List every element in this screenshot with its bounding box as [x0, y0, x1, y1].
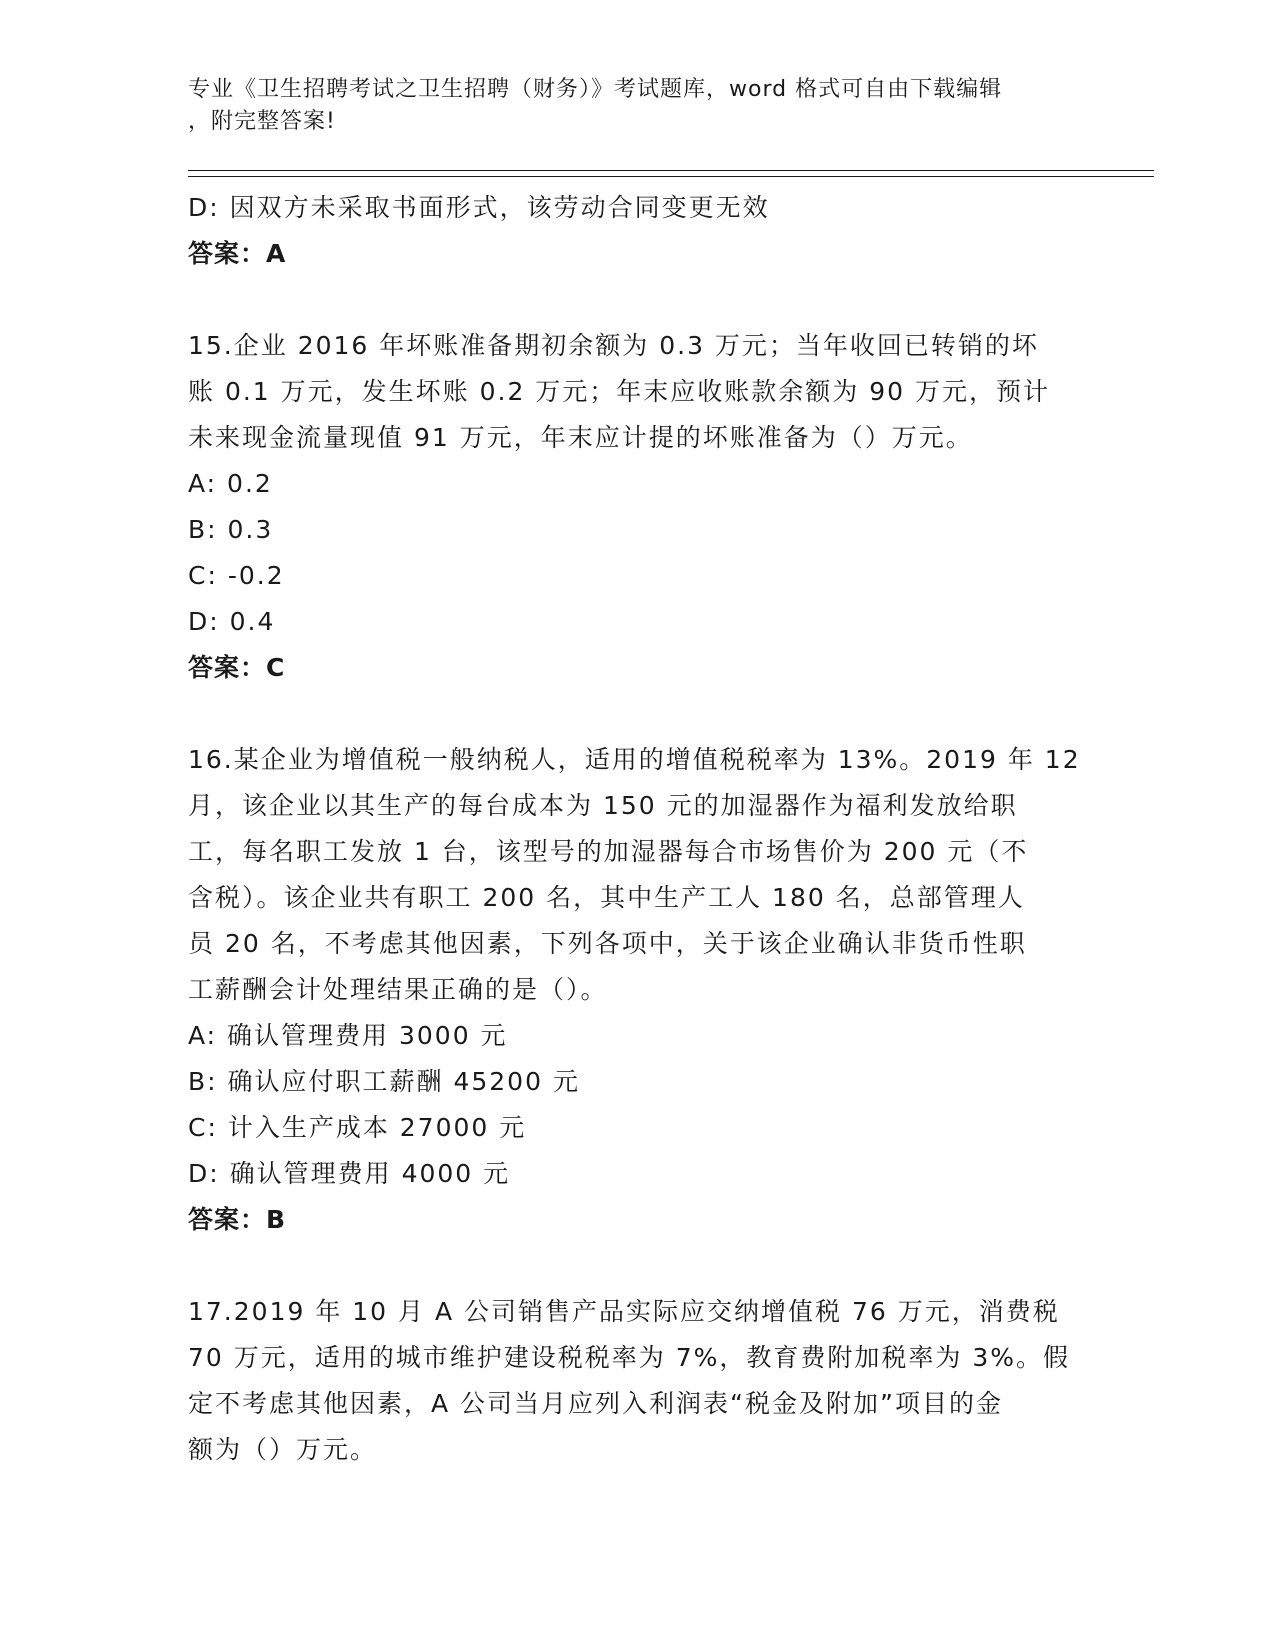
q17-stem-line: 17.2019 年 10 月 A 公司销售产品实际应交纳增值税 76 万元，消费税 — [188, 1297, 1060, 1326]
q16-stem-line: 员 20 名，不考虑其他因素，下列各项中，关于该企业确认非货币性职 — [188, 929, 1027, 958]
q17-stem-line: 定不考虑其他因素，A 公司当月应列入利润表“税金及附加”项目的金 — [188, 1389, 1003, 1418]
page-header — [188, 74, 1088, 138]
q15-option-b: B: 0.3 — [188, 515, 274, 544]
q14-answer: 答案：A — [188, 239, 287, 268]
q16-option-b: B: 确认应付职工薪酬 45200 元 — [188, 1067, 580, 1096]
q16-option-a: A: 确认管理费用 3000 元 — [188, 1021, 508, 1050]
question-16 — [188, 737, 1088, 1243]
q16-stem-line: 16.某企业为增值税一般纳税人，适用的增值税税率为 13%。2019 年 12 — [188, 745, 1081, 774]
q16-option-d: D: 确认管理费用 4000 元 — [188, 1159, 511, 1188]
question-15 — [188, 323, 1088, 691]
q15-stem-line: 15.企业 2016 年坏账准备期初余额为 0.3 万元；当年收回已转销的坏 — [188, 331, 1039, 360]
q15-option-c: C: -0.2 — [188, 561, 285, 590]
question-17 — [188, 1289, 1088, 1473]
q17-stem-line: 70 万元，适用的城市维护建设税税率为 7%，教育费附加税率为 3%。假 — [188, 1343, 1070, 1372]
q15-stem-line: 账 0.1 万元，发生坏账 0.2 万元；年末应收账款余额为 90 万元，预计 — [188, 377, 1051, 406]
q15-option-a: A: 0.2 — [188, 469, 273, 498]
q16-stem-line: 月，该企业以其生产的每台成本为 150 元的加湿器作为福利发放给职 — [188, 791, 1018, 820]
q15-option-d: D: 0.4 — [188, 607, 276, 636]
header-divider-top — [188, 170, 1154, 171]
spacer — [188, 277, 1088, 323]
q16-stem-line: 含税）。该企业共有职工 200 名，其中生产工人 180 名，总部管理人 — [188, 883, 1025, 912]
header-line-2: ，附完整答案! — [188, 109, 336, 134]
q16-answer: 答案：B — [188, 1205, 287, 1234]
header-divider-bottom — [188, 176, 1154, 177]
q16-stem-line: 工，每名职工发放 1 台，该型号的加湿器每合市场售价为 200 元（不 — [188, 837, 1029, 866]
q17-stem-line: 额为（）万元。 — [188, 1435, 378, 1464]
spacer — [188, 691, 1088, 737]
q15-stem-line: 未来现金流量现值 91 万元，年末应计提的坏账准备为（）万元。 — [188, 423, 973, 452]
spacer — [188, 1243, 1088, 1289]
header-line-1: 专业《卫生招聘考试之卫生招聘（财务）》考试题库，word 格式可自由下载编辑 — [188, 77, 1003, 102]
question-content — [188, 185, 1088, 1473]
q15-answer: 答案：C — [188, 653, 286, 682]
q16-option-c: C: 计入生产成本 27000 元 — [188, 1113, 527, 1142]
q16-stem-line: 工薪酬会计处理结果正确的是（）。 — [188, 975, 608, 1004]
q14-option-d: D: 因双方未采取书面形式，该劳动合同变更无效 — [188, 193, 770, 222]
